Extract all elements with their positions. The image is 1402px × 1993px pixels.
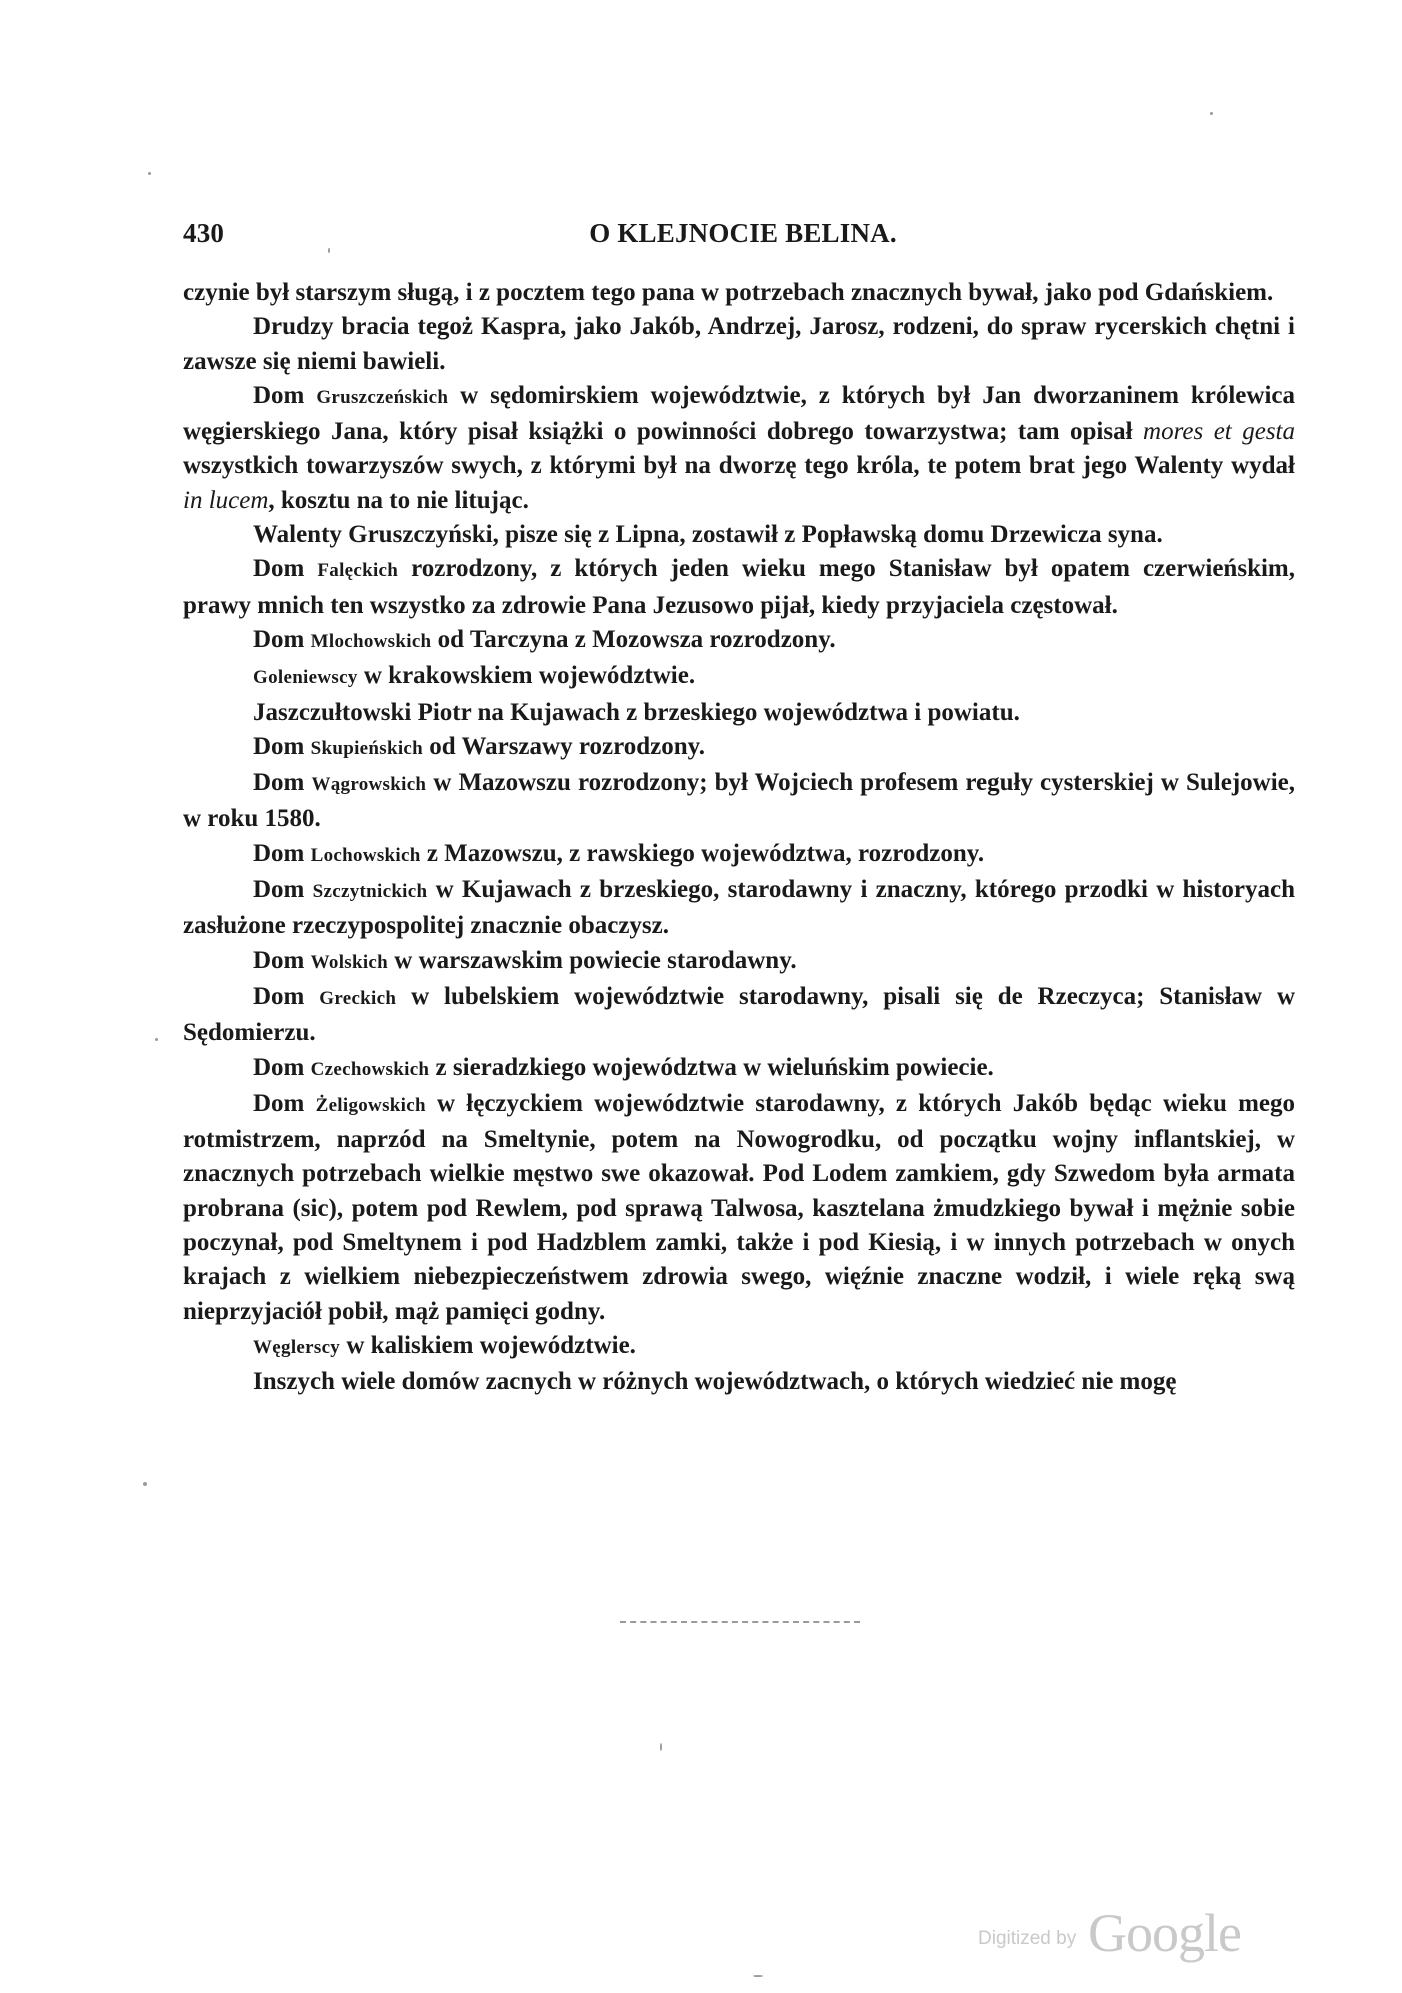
- family-name: Czechowskich: [310, 1058, 430, 1080]
- scan-speck: [660, 1743, 662, 1751]
- paragraph: Dom Lochowskich z Mazowszu, z rawskiego województwa, rozrodzony.: [253, 839, 985, 867]
- running-title: O KLEJNOCIE BELINA.: [589, 218, 897, 248]
- family-name: Wolskich: [310, 951, 389, 973]
- paragraph: Dom Szczytnickich w Kujawach z brzeskiego, starodawny i znaczny, którego przodki w historyach zasłużone rzeczypospolitej znacznie obaczysz.: [183, 876, 1295, 940]
- paragraph: Dom Wągrowskich w Mazowszu rozrodzony; był Wojciech profesem reguły cysterskiej w Sulejowie, w roku 1580.: [183, 769, 1295, 833]
- paragraph: czynie był starszym sługą, i z pocztem tego pana w potrzebach znacznych bywał, jako pod Gdańskiem.: [183, 279, 1274, 306]
- section-divider: [620, 1621, 860, 1623]
- paragraph: Węglerscy w kaliskiem województwie.: [253, 1331, 636, 1359]
- paragraph: Dom Żeligowskich w łęczyckiem województwie starodawny, z których Jakób będąc wieku mego rotmistrzem, naprzód na Smeltynie, potem na Nowogrodku, od początku wojny inflantskiej, w znacznych potrzebach wielkie męstwo swe okazował. Pod Lodem zamkiem, gdy Szwedom była armata probrana (sic), potem pod Rewlem, pod sprawą Talwosa, kasztelana żmudzkiego bywał i mężnie sobie poczynał, pod Smeltynem i pod Hadzblem zamki, także i pod Kiesią, i w innych potrzebach w onych krajach z wielkiem niebezpieczeństwem zdrowia swego, więźnie znaczne wodził, i wiele ręką swą nieprzyjaciół pobił, mąż pamięci godny.: [183, 1089, 1295, 1325]
- family-name: Gruszczeńskich: [316, 386, 449, 408]
- paragraph: Dom Mlochowskich od Tarczyna z Mozowsza rozrodzony.: [253, 625, 836, 653]
- family-name: Greckich: [319, 987, 397, 1009]
- paragraph: Drudzy bracia tegoż Kaspra, jako Jakób, Andrzej, Jarosz, rodzeni, do spraw rycerskich chętni i zawsze się niemi bawieli.: [183, 313, 1295, 375]
- paragraph: Walenty Gruszczyński, pisze się z Lipna, zostawił z Popławską domu Drzewicza syna.: [253, 521, 1163, 549]
- paragraph: Dom Greckich w lubelskiem województwie starodawny, pisali się de Rzeczyca; Stanisław w Sędomierzu.: [183, 982, 1295, 1047]
- page-header: [183, 218, 1293, 258]
- paragraph: Inszych wiele domów zacnych w różnych województwach, o których wiedzieć nie mogę: [253, 1368, 1177, 1396]
- paragraph: Goleniewscy w krakowskiem województwie.: [253, 662, 696, 690]
- scan-speck: [328, 248, 330, 253]
- family-name: Węglerscy: [253, 1336, 341, 1358]
- family-name: Wągrowskich: [311, 774, 427, 796]
- latin-phrase: mores et gesta: [1143, 418, 1295, 446]
- scan-speck: [1210, 112, 1213, 115]
- scan-speck: [155, 1038, 158, 1041]
- latin-phrase: in lucem: [183, 486, 269, 514]
- paragraph: Dom Falęckich rozrodzony, z których jeden wieku mego Stanisław był opatem czerwieńskim, prawy mnich ten wszystko za zdrowie Pana Jezusowo pijał, kiedy przyjaciela częstował.: [183, 555, 1295, 619]
- google-logo: Google: [1088, 1903, 1241, 1963]
- paragraph: Dom Skupieńskich od Warszawy rozrodzony.: [253, 732, 705, 760]
- paragraph: Dom Gruszczeńskich w sędomirskiem województwie, z których był Jan dworzaninem królewica węgierskiego Jana, który pisał książki o powinności dobrego towarzystwa; tam opisał mores et gesta wszystkich towarzyszów swych, z którymi był na dworzę tego króla, te potem brat jego Walenty wydał in lucem, kosztu na to nie litując.: [183, 381, 1295, 514]
- family-name: Falęckich: [317, 560, 399, 582]
- family-name: Goleniewscy: [253, 667, 358, 689]
- family-name: Mlochowskich: [310, 630, 432, 652]
- page-number: 430: [183, 218, 225, 248]
- body-text: [183, 276, 1295, 1400]
- scan-speck: [753, 1975, 763, 1977]
- scan-speck: [148, 172, 151, 175]
- family-name: Żeligowskich: [315, 1094, 426, 1116]
- scan-speck: [143, 1482, 147, 1486]
- google-watermark: [978, 1902, 1278, 1963]
- watermark-digitized-label: Digitized by: [978, 1928, 1077, 1949]
- paragraph: Dom Czechowskich z sieradzkiego województwa w wieluńskim powiecie.: [253, 1053, 994, 1081]
- paragraph: Dom Wolskich w warszawskim powiecie starodawny.: [253, 946, 797, 974]
- family-name: Lochowskich: [310, 844, 421, 866]
- family-name: Szczytnickich: [312, 881, 428, 903]
- paragraph: Jaszczułtowski Piotr na Kujawach z brzeskiego województwa i powiatu.: [253, 698, 1020, 726]
- family-name: Skupieńskich: [310, 737, 424, 759]
